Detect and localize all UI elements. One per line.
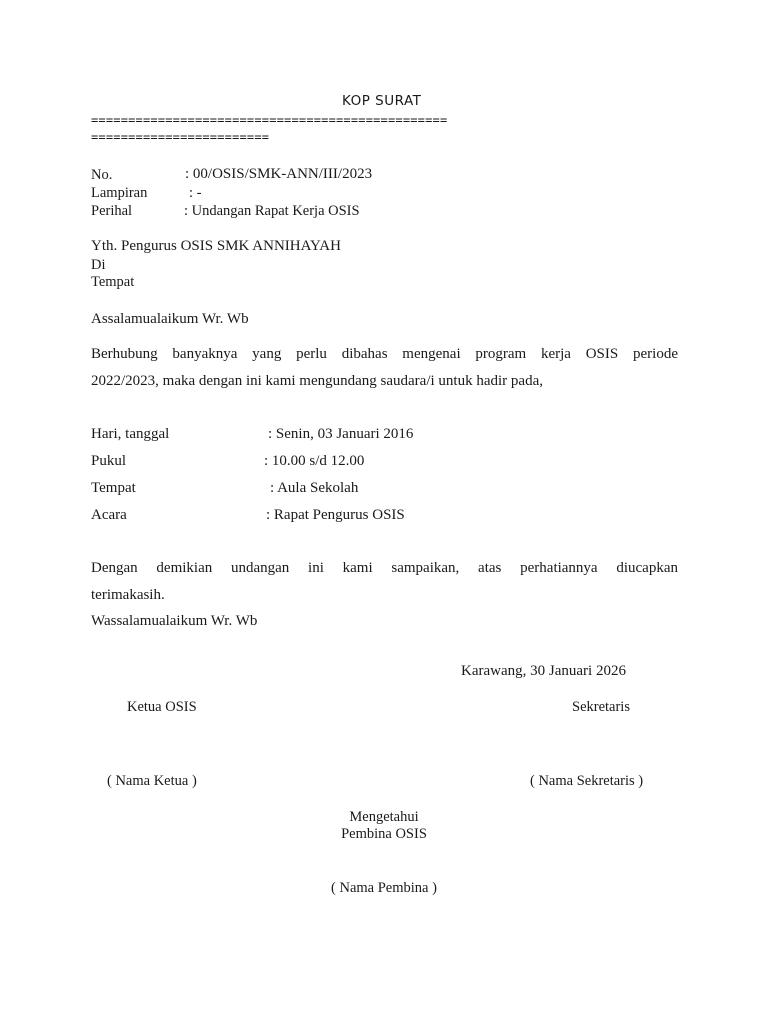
letterhead-title: KOP SURAT bbox=[342, 93, 422, 109]
tempat-label: Tempat bbox=[91, 480, 136, 496]
sekretaris-name: ( Nama Sekretaris ) bbox=[530, 773, 644, 789]
body-line-2: 2022/2023, maka dengan ini kami mengundang saudara/i untuk hadir pada, bbox=[91, 373, 543, 389]
body-line-1: Berhubung banyaknya yang perlu dibahas mengenai program kerja OSIS periode bbox=[91, 346, 678, 362]
ketua-name: ( Nama Ketua ) bbox=[107, 773, 197, 789]
perihal-value: : Undangan Rapat Kerja OSIS bbox=[184, 203, 360, 219]
no-value: : 00/OSIS/SMK-ANN/III/2023 bbox=[185, 166, 373, 182]
closing-line-1: Dengan demikian undangan ini kami sampaikan, atas perhatiannya diucapkan bbox=[91, 560, 678, 576]
letterhead-rule-2: ======================== bbox=[91, 130, 270, 144]
recipient-line-3: Tempat bbox=[91, 274, 135, 290]
sekretaris-title: Sekretaris bbox=[572, 699, 630, 715]
recipient-line-1: Yth. Pengurus OSIS SMK ANNIHAYAH bbox=[91, 238, 341, 254]
mengetahui-label: Mengetahui bbox=[349, 809, 419, 825]
recipient-line-2: Di bbox=[91, 257, 106, 273]
closing-line-3: Wassalamualaikum Wr. Wb bbox=[91, 613, 258, 629]
lampiran-value: : - bbox=[189, 185, 202, 201]
lampiran-label: Lampiran bbox=[91, 185, 148, 201]
salutation: Assalamualaikum Wr. Wb bbox=[91, 311, 249, 327]
no-label: No. bbox=[91, 167, 113, 183]
pembina-title: Pembina OSIS bbox=[341, 826, 427, 842]
place-date: Karawang, 30 Januari 2026 bbox=[461, 663, 626, 679]
tempat-value: : Aula Sekolah bbox=[270, 480, 359, 496]
pukul-label: Pukul bbox=[91, 453, 127, 469]
letterhead-rule-1: ================================================ bbox=[91, 113, 448, 127]
ketua-title: Ketua OSIS bbox=[127, 699, 197, 715]
acara-value: : Rapat Pengurus OSIS bbox=[266, 507, 405, 523]
closing-line-2: terimakasih. bbox=[91, 587, 165, 603]
hari-label: Hari, tanggal bbox=[91, 426, 170, 442]
acara-label: Acara bbox=[91, 507, 127, 523]
pembina-name: ( Nama Pembina ) bbox=[331, 880, 437, 896]
perihal-label: Perihal bbox=[91, 203, 133, 219]
hari-value: : Senin, 03 Januari 2016 bbox=[268, 426, 414, 442]
pukul-value: : 10.00 s/d 12.00 bbox=[264, 453, 365, 469]
